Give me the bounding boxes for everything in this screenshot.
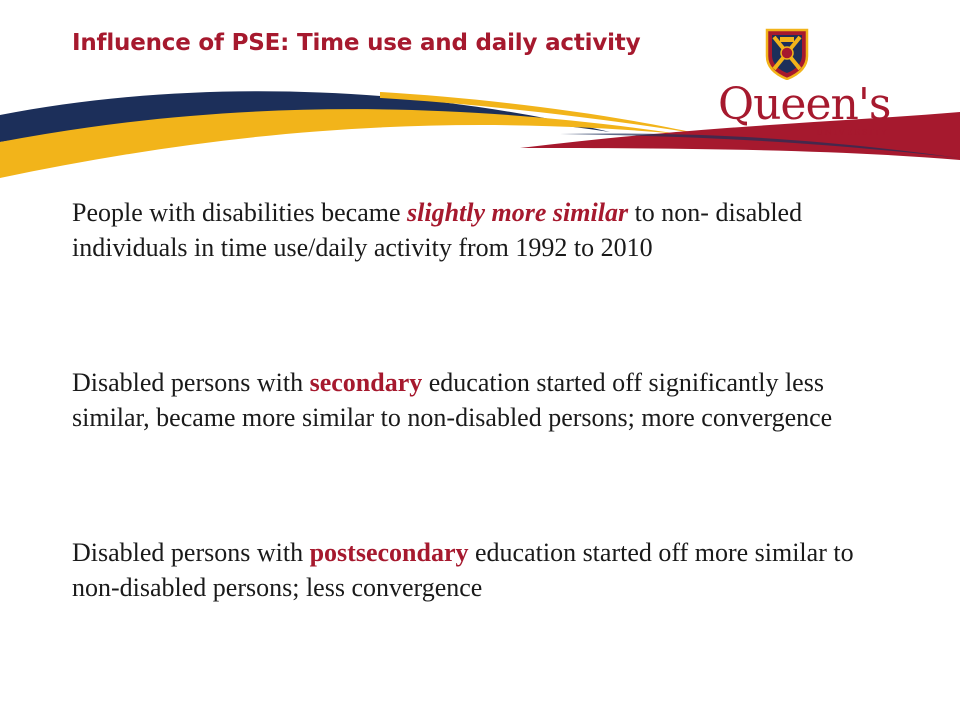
paragraph-3-before: Disabled persons with — [72, 538, 310, 567]
paragraph-3-after: education started off more similar to non-disabled persons; less convergence — [72, 538, 854, 602]
paragraph-3 — [72, 535, 892, 605]
slide-title: Influence of PSE: Time use and daily activity — [72, 30, 641, 56]
paragraph-3-emphasis: postsecondary — [309, 538, 469, 567]
paragraph-2-emphasis: secondary — [309, 368, 423, 397]
logo-subtitle: UNIVERSITY — [816, 128, 889, 138]
paragraph-1-before: People with disabilities became — [72, 198, 408, 227]
paragraph-1-after: to non- disabled individuals in time use/daily activity from 1992 to 2010 — [72, 198, 803, 262]
paragraph-2-after: education started off significantly less similar, became more similar to non-disabled persons; more convergence — [72, 368, 833, 432]
paragraph-2 — [72, 365, 892, 435]
logo-wordmark: Queen's — [718, 79, 891, 130]
university-logo — [712, 28, 891, 148]
paragraph-2-before: Disabled persons with — [72, 368, 310, 397]
paragraph-1 — [72, 195, 892, 265]
paragraph-1-emphasis: slightly more similar — [407, 198, 629, 227]
crest-icon — [764, 28, 810, 80]
